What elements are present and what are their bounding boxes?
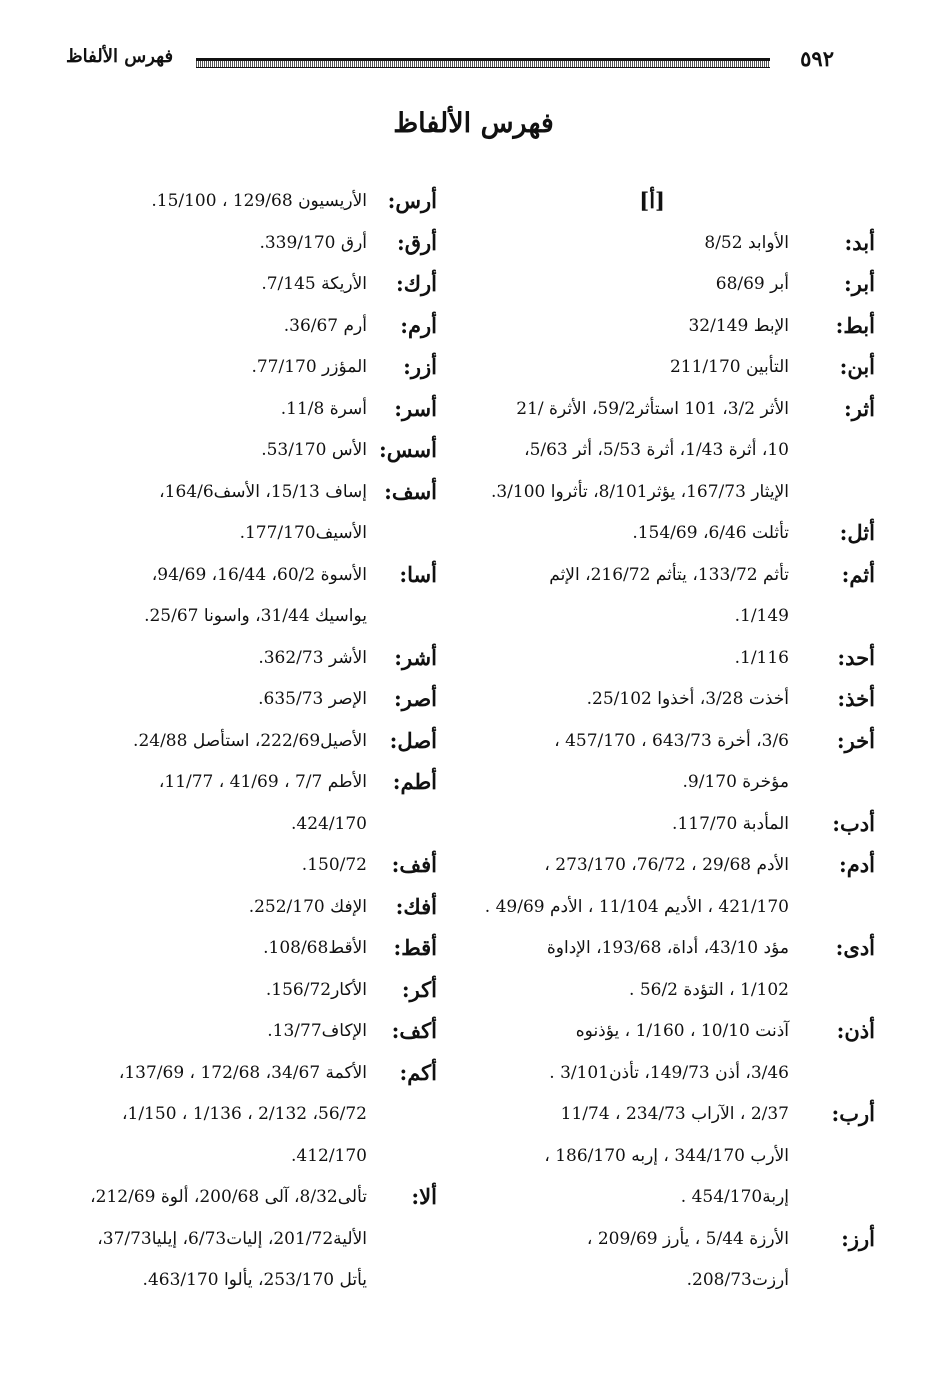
- index-entry-row: [485, 890, 875, 932]
- index-entry-row: [52, 475, 437, 517]
- entry-references: الأسوة 60/2، 16/44، 94/69،: [151, 564, 367, 585]
- root-headword: أخذ:: [837, 686, 875, 711]
- index-entry-row: [485, 433, 875, 475]
- entry-references: الأوابد 8/52: [704, 232, 789, 253]
- root-headword: أبط:: [835, 312, 875, 338]
- header-rule: [196, 58, 770, 68]
- index-entry-row: [52, 1222, 437, 1264]
- entry-references: التأبين 211/170: [669, 357, 789, 377]
- index-entry-row: [485, 1056, 875, 1098]
- index-entry-row: [485, 931, 875, 973]
- root-headword: أرق:: [396, 229, 437, 255]
- entry-references: 424/170.: [290, 813, 367, 834]
- index-entry-row: [52, 1097, 437, 1139]
- entry-references: الأقط108/68.: [263, 938, 367, 958]
- page-number: ٥٩٢: [800, 46, 834, 71]
- index-entry-row: [52, 1014, 437, 1056]
- index-entry-row: [52, 184, 437, 226]
- index-entry-row: [485, 226, 875, 268]
- page-header: [60, 46, 840, 76]
- index-entry-row: [485, 807, 875, 849]
- root-headword: أسر:: [394, 395, 437, 421]
- root-headword: أفف:: [391, 852, 437, 877]
- entry-references: أرزت208/73.: [686, 1270, 789, 1290]
- root-headword: أبن:: [839, 354, 875, 379]
- root-headword: أرس:: [387, 188, 437, 213]
- index-entry-row: [485, 599, 875, 641]
- root-headword: أسس:: [379, 437, 437, 462]
- section-letter-heading: [أ]: [639, 188, 665, 213]
- index-entry-row: [52, 350, 437, 392]
- root-headword: أرك:: [395, 271, 437, 296]
- entry-references: 1/149.: [734, 606, 789, 626]
- root-headword: أرب:: [831, 1101, 875, 1126]
- entry-references: الإكاف13/77.: [267, 1021, 367, 1041]
- entry-references: 412/170.: [290, 1145, 367, 1166]
- root-headword: أحد:: [837, 644, 875, 670]
- index-entry-row: [52, 682, 437, 724]
- entry-references: الأشر 362/73.: [258, 647, 367, 668]
- index-entry-row: [52, 1056, 437, 1098]
- entry-references: 56/72، 2/132 ، 1/136 ، 1/150،: [122, 1104, 367, 1124]
- root-headword: أبد:: [844, 229, 875, 255]
- root-headword: أذن:: [836, 1018, 875, 1043]
- index-entry-row: [52, 641, 437, 683]
- entry-references: 1/102 ، التؤدة 56/2 .: [629, 979, 789, 1000]
- entry-references: تأثلت 6/46، 154/69.: [632, 523, 789, 543]
- entry-references: آذنت 10/10 ، 1/160 ، يؤذنوه: [575, 1021, 789, 1041]
- running-title: فهرس الألفاظ: [66, 46, 174, 67]
- entry-references: الإبط 32/149: [688, 315, 789, 336]
- index-entry-row: [52, 848, 437, 890]
- entry-references: الإفك 252/170.: [248, 896, 367, 917]
- root-headword: أثل:: [839, 520, 875, 545]
- index-entry-row: [52, 1139, 437, 1181]
- root-headword: أرز:: [841, 1225, 875, 1251]
- index-entry-row: [485, 1180, 875, 1222]
- entry-references: أرق 339/170.: [259, 232, 367, 253]
- entry-references: أرم 36/67.: [283, 315, 367, 336]
- entry-references: إساف 15/13، الأسف164/6،: [159, 481, 367, 502]
- entry-references: الإيثار 167/73، يؤثر8/101، تأثروا 3/100.: [490, 481, 789, 502]
- root-headword: أصر:: [393, 686, 437, 711]
- index-entry-row: [485, 1097, 875, 1139]
- root-headword: أسا:: [399, 561, 437, 587]
- root-headword: أثم:: [841, 561, 875, 587]
- index-entry-row: [52, 724, 437, 766]
- entry-references: الإصر 635/73.: [258, 689, 367, 709]
- index-entry-row: [485, 641, 875, 683]
- root-headword: أشر:: [394, 644, 437, 670]
- entry-references: أخذت 3/28، أخذوا 25/102.: [586, 689, 789, 709]
- entry-references: مؤد 43/10، أداة، 193/68، الإداوة: [546, 938, 789, 958]
- right-column: [485, 184, 875, 1305]
- index-entry-row: [52, 516, 437, 558]
- entry-references: 421/170 ، الأديم 11/104 ، الأدم 49/69 .: [484, 896, 789, 917]
- root-headword: أخر:: [836, 727, 875, 753]
- entry-references: 150/72.: [301, 855, 367, 875]
- entry-references: 10، أثرة 1/43، أثرة 5/53، أثر 5/63،: [524, 440, 789, 460]
- entry-references: الأرب 344/170 ، إربه 186/170 ،: [544, 1145, 789, 1166]
- index-entry-row: [52, 931, 437, 973]
- root-headword: أقط:: [393, 935, 437, 960]
- root-headword: ألا:: [411, 1184, 437, 1209]
- page-title: فهرس الألفاظ: [393, 108, 554, 139]
- entry-references: المؤزر 77/170.: [251, 357, 367, 377]
- entry-references: 1/116.: [734, 647, 789, 668]
- entry-references: الأرزة 5/44 ، يأرز 209/69 ،: [586, 1228, 789, 1249]
- entry-references: الأريكة 7/145.: [261, 274, 367, 294]
- entry-references: تألى8/32، آلى 200/68، ألوة 212/69،: [90, 1187, 367, 1207]
- entry-references: الأكمة 34/67، 172/68 ، 137/69،: [118, 1062, 367, 1083]
- index-entry-row: [485, 558, 875, 600]
- entry-references: الأصيل222/69، استأصل 24/88.: [133, 730, 367, 751]
- index-entry-row: [52, 599, 437, 641]
- entry-references: الأكار156/72.: [265, 979, 367, 1000]
- entry-references: الأسيف177/170.: [239, 523, 367, 543]
- root-headword: أكف:: [391, 1018, 437, 1043]
- root-headword: أطم:: [392, 769, 437, 794]
- index-entry-row: [485, 392, 875, 434]
- index-entry-row: [485, 973, 875, 1015]
- root-headword: أدم:: [839, 852, 875, 877]
- index-entry-row: [52, 890, 437, 932]
- entry-references: الأثر 3/2، 101 استأثر59/2، الأثرة /21: [516, 398, 789, 419]
- index-entry-row: [52, 807, 437, 849]
- index-entry-row: [52, 973, 437, 1015]
- entry-references: 3/6، أخرة 643/73 ، 457/170 ،: [554, 730, 789, 751]
- index-entry-row: [485, 1263, 875, 1305]
- index-entry-row: [52, 433, 437, 475]
- root-headword: أسف:: [384, 478, 437, 504]
- entry-references: الأدم 29/68 ، 76/72، 273/170 ،: [544, 855, 789, 875]
- root-headword: أكر:: [401, 976, 437, 1002]
- index-entry-row: [485, 475, 875, 517]
- index-entry-row: [485, 682, 875, 724]
- entry-references: الألية201/72، إليات6/73، إيليا37/73،: [97, 1228, 367, 1249]
- left-column: [52, 184, 437, 1305]
- index-entry-row: [52, 765, 437, 807]
- entry-references: مؤخرة 9/170.: [682, 772, 789, 792]
- index-entry-row: [485, 184, 875, 226]
- index-entry-row: [52, 1180, 437, 1222]
- index-entry-row: [485, 848, 875, 890]
- index-entry-row: [485, 350, 875, 392]
- index-entry-row: [52, 309, 437, 351]
- index-entry-row: [52, 267, 437, 309]
- root-headword: أبر:: [843, 271, 875, 296]
- index-entry-row: [485, 1222, 875, 1264]
- index-entry-row: [52, 226, 437, 268]
- index-entry-row: [485, 1139, 875, 1181]
- root-headword: أزر:: [403, 354, 437, 379]
- index-entry-row: [485, 309, 875, 351]
- index-entry-row: [52, 392, 437, 434]
- root-headword: أفك:: [395, 893, 437, 919]
- entry-references: يأتل 253/170، يألوا 463/170.: [142, 1270, 367, 1290]
- entry-references: المأدبة 117/70.: [672, 813, 789, 834]
- root-headword: أدى:: [835, 935, 875, 960]
- entry-references: أسرة 11/8.: [280, 398, 367, 419]
- index-entry-row: [52, 558, 437, 600]
- entry-references: الأس 53/170.: [261, 440, 367, 460]
- root-headword: أدب:: [832, 810, 875, 836]
- entry-references: يواسيك 31/44، واسونا 25/67.: [144, 606, 367, 626]
- index-entry-row: [485, 516, 875, 558]
- root-headword: أكم:: [399, 1059, 437, 1085]
- entry-references: الأريسيون 129/68 ، 15/100.: [151, 191, 367, 211]
- index-entry-row: [52, 1263, 437, 1305]
- root-headword: أثر:: [843, 395, 875, 421]
- index-entry-row: [485, 1014, 875, 1056]
- index-entry-row: [485, 724, 875, 766]
- entry-references: 2/37 ، الآراب 234/73 ، 11/74: [560, 1104, 789, 1124]
- root-headword: أرم:: [400, 312, 437, 338]
- entry-references: 3/46، أذن 149/73، تأذن3/101 .: [549, 1062, 789, 1083]
- index-entry-row: [485, 765, 875, 807]
- entry-references: تأثم 133/72، يتأثم 216/72، الإثم: [549, 564, 789, 585]
- entry-references: إربة454/170 .: [680, 1187, 789, 1207]
- entry-references: الأطم 7/7 ، 41/69 ، 11/77،: [158, 772, 367, 792]
- root-headword: أصل:: [389, 727, 437, 753]
- entry-references: أبر 68/69: [715, 274, 789, 294]
- index-entry-row: [485, 267, 875, 309]
